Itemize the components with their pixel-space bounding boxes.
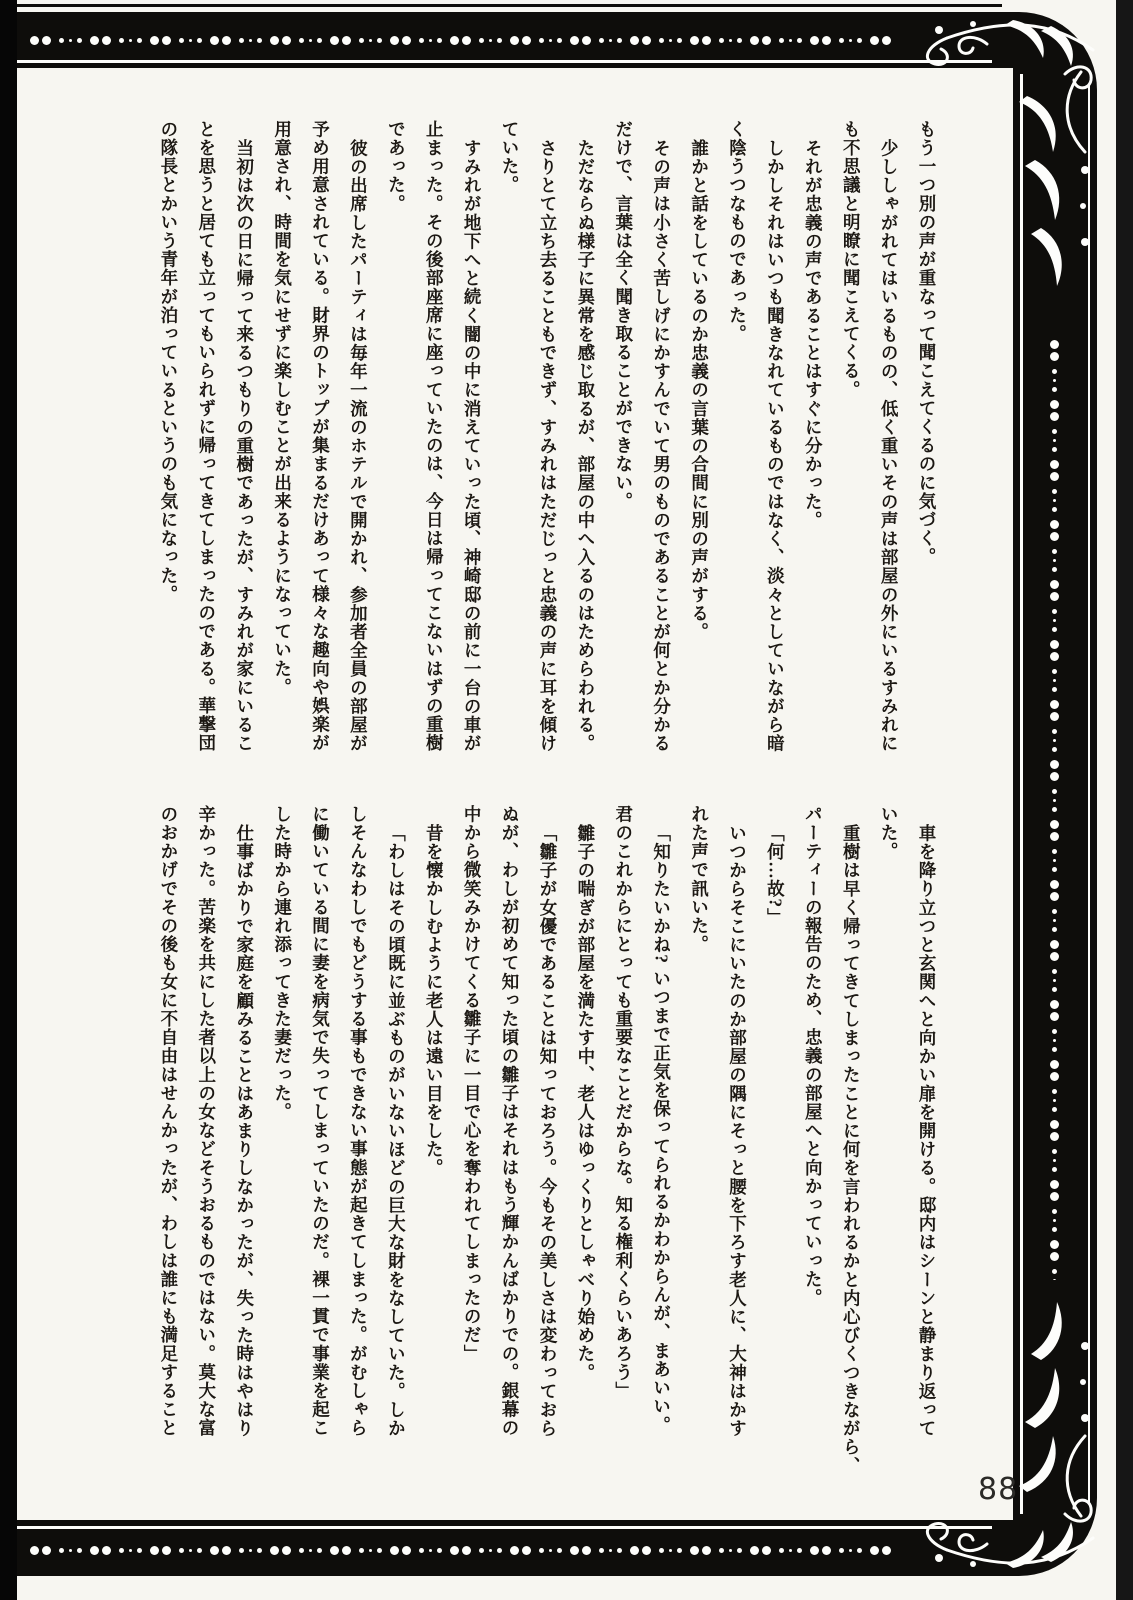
border-dot [437, 38, 442, 43]
border-dot [549, 1549, 552, 1552]
border-dot [1053, 1219, 1056, 1222]
border-dot [582, 1546, 591, 1555]
text-column: 止まった。その後部座席に座っていたのは、今日は帰ってこないはずの重樹 [424, 120, 445, 753]
border-dot [1050, 892, 1059, 901]
text-column: すみれが地下へと続く闇の中に消えていった頃、神崎邸の前に一台の車が [462, 138, 483, 753]
border-dot [419, 38, 424, 43]
text-column: もう一つ別の声が重なって聞こえてくるのに気づく。 [917, 120, 937, 567]
border-dot [1052, 1047, 1057, 1052]
text-column: れた声で訊いた。 [689, 805, 710, 954]
text-column: 昔を懐かしむように老人は遠い目をした。 [424, 823, 445, 1177]
page-number: 88 [978, 1472, 1019, 1507]
border-dot [1050, 652, 1059, 661]
border-dot [102, 1546, 111, 1555]
border-dot [1050, 760, 1059, 769]
border-dot [1050, 592, 1059, 601]
border-dot [617, 1548, 622, 1553]
border-dot [609, 39, 612, 42]
border-dot [690, 1546, 699, 1555]
border-dot [669, 1549, 672, 1552]
text-column: ぬが、わしが初めて知った頃の雛子はそれはもう輝かんばかりでの。銀幕の [500, 805, 521, 1438]
border-dot [1052, 849, 1057, 854]
border-dot [539, 1548, 544, 1553]
border-dot [1053, 379, 1056, 382]
border-dot [729, 39, 732, 42]
border-dot [822, 1546, 831, 1555]
text-column: 「知りたいかね? いつまで正気を保ってられるかわからんが、まあいい。 [651, 823, 672, 1435]
border-dot [1050, 580, 1059, 589]
border-dot [179, 1548, 184, 1553]
border-dot [90, 1546, 99, 1555]
border-dot [77, 1548, 82, 1553]
border-dot [1052, 1167, 1057, 1172]
border-dot [1050, 1012, 1059, 1021]
border-dot [609, 1549, 612, 1552]
border-dot [402, 1546, 411, 1555]
border-dot [402, 36, 411, 45]
border-dot [849, 1549, 852, 1552]
border-dot [849, 39, 852, 42]
border-dot [342, 1546, 351, 1555]
border-dot [42, 1546, 51, 1555]
dot-border-bottom [30, 1534, 892, 1566]
border-dot [189, 1549, 192, 1552]
border-dot [69, 39, 72, 42]
border-dot [1052, 987, 1057, 992]
border-dot [1050, 472, 1059, 481]
border-dot [270, 1546, 279, 1555]
border-dot [1052, 729, 1057, 734]
border-dot [359, 38, 364, 43]
border-dot [369, 1549, 372, 1552]
text-block-lower [149, 805, 945, 1480]
text-column: 君のこれからにとっても重要なことだからな。知る権利くらいあろう」 [613, 805, 634, 1401]
border-dot [839, 1548, 844, 1553]
text-column: だけで、言葉は全く聞き取ることができない。 [613, 120, 634, 511]
border-dot [750, 1546, 759, 1555]
text-column: その声は小さく苦しげにかすんでいて男のものであることが何とか分かる [651, 138, 672, 753]
border-dot [510, 1546, 519, 1555]
border-dot [479, 1548, 484, 1553]
text-column: いつからそこにいたのか部屋の隅にそっと腰を下ろす老人に、大神はかす [727, 823, 748, 1438]
border-dot [90, 36, 99, 45]
border-dot [129, 39, 132, 42]
border-dot [1052, 387, 1057, 392]
dot-border-right [1038, 340, 1070, 1280]
text-column: いた。 [879, 805, 900, 861]
border-dot [1050, 1132, 1059, 1141]
border-dot [1050, 820, 1059, 829]
text-column: 少ししゃがれてはいるものの、低く重いその声は部屋の外にいるすみれに [879, 138, 900, 753]
border-dot [702, 1546, 711, 1555]
border-dot [642, 1546, 651, 1555]
border-dot [1052, 489, 1057, 494]
border-dot [789, 1549, 792, 1552]
border-dot [1052, 429, 1057, 434]
border-dot [669, 39, 672, 42]
border-dot [1050, 832, 1059, 841]
border-dot [1050, 532, 1059, 541]
border-dot [390, 36, 399, 45]
border-dot [239, 38, 244, 43]
border-dot [1050, 1072, 1059, 1081]
text-column: した時から連れ添ってきた妻だった。 [272, 805, 293, 1122]
border-dot [719, 1548, 724, 1553]
text-column: 辛かった。苦楽を共にした者以上の女などそうおるものではない。莫大な富 [196, 805, 217, 1438]
text-block-upper [149, 120, 945, 778]
border-dot [1052, 369, 1057, 374]
border-dot [1050, 1180, 1059, 1189]
border-dot [77, 38, 82, 43]
inner-hairline-bottom [17, 1526, 992, 1529]
border-dot [1053, 559, 1056, 562]
border-dot [1052, 789, 1057, 794]
border-dot [59, 1548, 64, 1553]
border-dot [1050, 460, 1059, 469]
border-dot [497, 1548, 502, 1553]
border-dot [1050, 640, 1059, 649]
text-column: く陰うつなものであった。 [727, 120, 748, 344]
border-dot [210, 1546, 219, 1555]
border-dot [377, 38, 382, 43]
text-column: 用意され、時間を気にせずに楽しむことが出来るようになっていた。 [272, 120, 293, 697]
text-column: であった。 [386, 120, 407, 213]
border-dot [822, 36, 831, 45]
border-dot [1053, 1039, 1056, 1042]
border-dot [737, 1548, 742, 1553]
border-dot [1053, 979, 1056, 982]
border-dot [330, 1546, 339, 1555]
border-dot [582, 36, 591, 45]
border-dot [282, 1546, 291, 1555]
text-column: 当初は次の日に帰って来るつもりの重樹であったが、すみれが家にいるこ [234, 138, 255, 753]
border-dot [137, 38, 142, 43]
border-dot [150, 36, 159, 45]
border-dot [570, 1546, 579, 1555]
border-dot [162, 36, 171, 45]
border-dot [359, 1548, 364, 1553]
border-dot [309, 39, 312, 42]
border-dot [677, 1548, 682, 1553]
border-dot [102, 36, 111, 45]
border-dot [599, 1548, 604, 1553]
border-dot [719, 38, 724, 43]
border-dot [1050, 772, 1059, 781]
border-dot [570, 36, 579, 45]
border-dot [702, 36, 711, 45]
border-dot [737, 38, 742, 43]
border-dot [599, 38, 604, 43]
border-dot [1050, 880, 1059, 889]
border-dot [497, 38, 502, 43]
border-dot [197, 38, 202, 43]
text-column: 「雛子が女優であることは知っておろう。今もその美しさは変わっておら [537, 823, 558, 1438]
border-dot [1052, 507, 1057, 512]
border-dot [1053, 439, 1056, 442]
border-dot [677, 38, 682, 43]
border-dot [282, 36, 291, 45]
border-dot [1050, 1120, 1059, 1129]
border-dot [150, 1546, 159, 1555]
text-column: 雛子の喘ぎが部屋を満たす中、老人はゆっくりとしゃべり始めた。 [575, 823, 596, 1382]
border-dot [270, 36, 279, 45]
border-dot [510, 36, 519, 45]
scan-edge-left [0, 0, 17, 1600]
border-dot [489, 39, 492, 42]
border-dot [1050, 352, 1059, 361]
border-dot [1050, 1240, 1059, 1249]
border-dot [450, 36, 459, 45]
border-dot [729, 1549, 732, 1552]
border-dot [1050, 712, 1059, 721]
border-dot [549, 39, 552, 42]
border-dot [317, 1548, 322, 1553]
border-dot [789, 39, 792, 42]
border-dot [630, 36, 639, 45]
text-column: 車を降り立つと玄関へと向かい扉を開ける。邸内はシーンと静まり返って [917, 823, 937, 1438]
border-dot [1052, 1209, 1057, 1214]
border-dot [839, 38, 844, 43]
border-dot [42, 36, 51, 45]
text-column: ただならぬ様子に異常を感じ取るが、部屋の中へ入るのはためらわれる。 [575, 138, 596, 753]
border-dot [690, 36, 699, 45]
border-dot [299, 38, 304, 43]
border-dot [30, 36, 39, 45]
border-dot [1050, 340, 1059, 349]
border-dot [222, 36, 231, 45]
border-dot [1052, 927, 1057, 932]
border-dot [377, 1548, 382, 1553]
border-dot [1052, 549, 1057, 554]
border-dot [1050, 1000, 1059, 1009]
border-dot [69, 1549, 72, 1552]
border-dot [1052, 687, 1057, 692]
border-dot [450, 1546, 459, 1555]
text-column: それが忠義の声であることはすぐに分かった。 [803, 138, 824, 530]
border-dot [179, 38, 184, 43]
border-dot [1050, 1060, 1059, 1069]
border-dot [462, 1546, 471, 1555]
scan-edge-right [1116, 0, 1133, 1600]
border-dot [299, 1548, 304, 1553]
text-column: しそんなわしでもどうする事もできない事態が起きてしまった。がむしゃら [348, 805, 369, 1438]
border-dot [1052, 627, 1057, 632]
border-dot [317, 38, 322, 43]
border-dot [429, 1549, 432, 1552]
text-column: も不思議と明瞭に聞こえてくる。 [841, 120, 862, 399]
text-column: 重樹は早く帰ってきてしまったことに何を言われるかと内心びくつきながら、 [841, 823, 862, 1475]
border-dot [810, 36, 819, 45]
border-dot [557, 1548, 562, 1553]
border-dot [419, 1548, 424, 1553]
border-dot [137, 1548, 142, 1553]
border-dot [1052, 867, 1057, 872]
border-dot [1050, 940, 1059, 949]
border-dot [1052, 1029, 1057, 1034]
border-dot [750, 36, 759, 45]
border-dot [1052, 609, 1057, 614]
border-dot [129, 1549, 132, 1552]
border-dot [249, 39, 252, 42]
border-dot [1053, 859, 1056, 862]
border-dot [1050, 1192, 1059, 1201]
border-dot [257, 1548, 262, 1553]
border-dot [810, 1546, 819, 1555]
border-dot [1052, 1107, 1057, 1112]
text-column: ていた。 [500, 120, 521, 195]
border-dot [1053, 619, 1056, 622]
border-dot [309, 1549, 312, 1552]
border-dot [222, 1546, 231, 1555]
border-dot [59, 38, 64, 43]
border-dot [762, 1546, 771, 1555]
border-dot [797, 1548, 802, 1553]
border-dot [390, 1546, 399, 1555]
border-dot [1053, 1159, 1056, 1162]
text-column: 「わしはその頃既に並ぶものがいないほどの巨大な財をなしていた。しか [386, 823, 407, 1438]
border-dot [1052, 669, 1057, 674]
border-dot [1050, 412, 1059, 421]
inner-hairline-top [17, 60, 992, 63]
border-dot [779, 1548, 784, 1553]
border-dot [1052, 969, 1057, 974]
border-dot [659, 1548, 664, 1553]
border-dot [197, 1548, 202, 1553]
border-dot [30, 1546, 39, 1555]
border-dot [119, 1548, 124, 1553]
border-dot [1052, 1227, 1057, 1232]
outer-rule-top [17, 4, 1002, 7]
border-dot [119, 38, 124, 43]
border-dot [462, 36, 471, 45]
border-dot [1052, 447, 1057, 452]
border-dot [797, 38, 802, 43]
border-dot [189, 39, 192, 42]
border-dot [1050, 520, 1059, 529]
border-dot [429, 39, 432, 42]
border-dot [437, 1548, 442, 1553]
text-column: の隊長とかいう青年が泊っているというのも気になった。 [158, 120, 179, 604]
border-dot [522, 36, 531, 45]
border-dot [1053, 919, 1056, 922]
border-dot [162, 1546, 171, 1555]
border-dot [1053, 739, 1056, 742]
text-column: さりとて立ち去ることもできず、すみれはただじっと忠義の声に耳を傾け [537, 138, 558, 753]
text-column: しかしそれはいつも聞きなれているものではなく、淡々としていながら暗 [765, 138, 786, 753]
border-dot [1050, 700, 1059, 709]
text-column: パーティーの報告のため、忠義の部屋へと向かっていった。 [803, 805, 824, 1308]
text-column: 中から微笑みかけてくる雛子に一目で心を奪われてしまったのだ」 [462, 805, 483, 1363]
dot-border-top [30, 24, 892, 56]
border-dot [479, 38, 484, 43]
border-dot [762, 36, 771, 45]
text-column: 誰かと話をしているのか忠義の言葉の合間に別の声がする。 [689, 138, 710, 641]
border-dot [239, 1548, 244, 1553]
border-dot [779, 38, 784, 43]
text-column: に働いている間に妻を病気で失ってしまっていたのだ。裸一貫で事業を起こ [310, 805, 331, 1438]
border-dot [1052, 1149, 1057, 1154]
border-dot [1053, 799, 1056, 802]
border-dot [1053, 1099, 1056, 1102]
border-dot [1050, 400, 1059, 409]
border-dot [330, 36, 339, 45]
border-dot [249, 1549, 252, 1552]
border-dot [1053, 679, 1056, 682]
border-dot [489, 1549, 492, 1552]
text-column: とを思うと居ても立ってもいられずに帰ってきてしまったのである。華撃団 [196, 120, 217, 753]
text-column: 予め用意されている。財界のトップが集まるだけあって様々な趣向や娯楽が [310, 120, 331, 753]
border-dot [1052, 567, 1057, 572]
border-dot [659, 38, 664, 43]
text-column: 仕事ばかりで家庭を顧みることはあまりしなかったが、失った時はやはり [234, 823, 255, 1438]
border-dot [1052, 747, 1057, 752]
border-dot [369, 39, 372, 42]
border-dot [1053, 499, 1056, 502]
border-dot [617, 38, 622, 43]
border-dot [342, 36, 351, 45]
border-dot [257, 38, 262, 43]
border-dot [1052, 1089, 1057, 1094]
border-dot [1050, 952, 1059, 961]
text-column: 彼の出席したパーティは毎年一流のホテルで開かれ、参加者全員の部屋が [348, 138, 369, 753]
border-dot [539, 38, 544, 43]
border-dot [630, 1546, 639, 1555]
text-column: 「何…故?」 [765, 823, 786, 927]
text-column: のおかげでその後も女に不自由はせんかったが、わしは誰にも満足すること [158, 805, 179, 1438]
border-dot [1052, 807, 1057, 812]
border-dot [557, 38, 562, 43]
border-dot [210, 36, 219, 45]
border-dot [1052, 909, 1057, 914]
border-dot [642, 36, 651, 45]
border-dot [522, 1546, 531, 1555]
